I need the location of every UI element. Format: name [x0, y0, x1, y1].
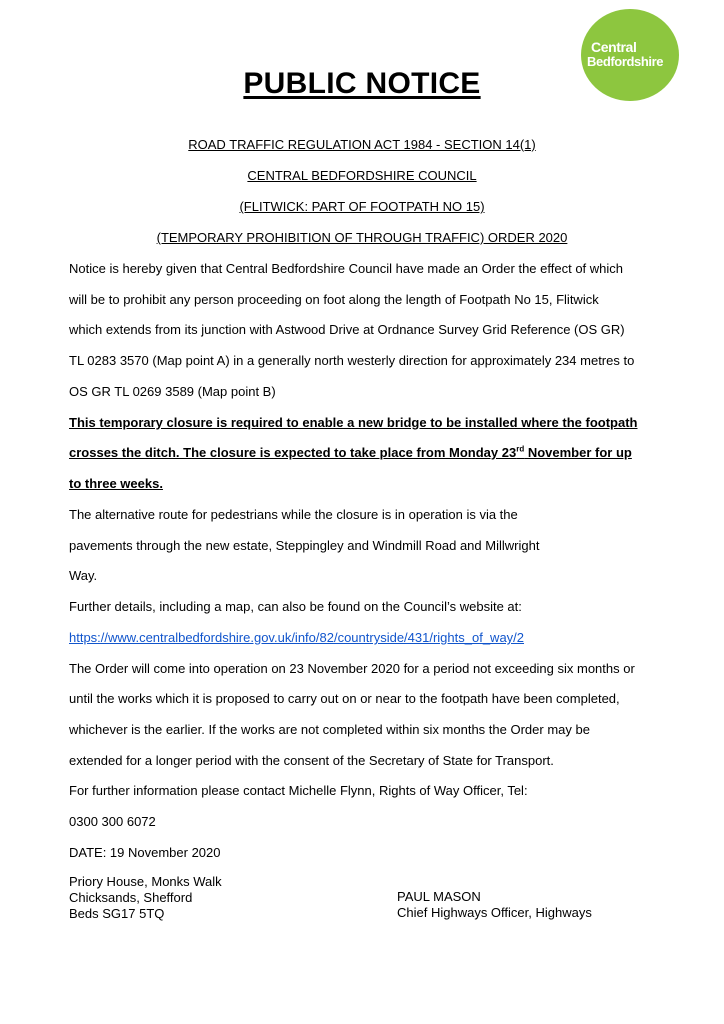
closure-line [69, 445, 632, 460]
alt-route-line: pavements through the new estate, Steppingley and Windmill Road and Millwright [69, 538, 540, 553]
logo-text-line2: Bedfordshire [587, 54, 664, 69]
council-heading: CENTRAL BEDFORDSHIRE COUNCIL [247, 168, 477, 183]
notice-line: Notice is hereby given that Central Bedfordshire Council have made an Order the effect of which [69, 261, 624, 276]
address-line: Chicksands, Shefford [69, 890, 193, 905]
signatory-role: Chief Highways Officer, Highways [397, 905, 592, 920]
act-heading: ROAD TRAFFIC REGULATION ACT 1984 - SECTION 14(1) [188, 137, 536, 152]
order-line: until the works which it is proposed to carry out on or near to the footpath have been completed, [69, 691, 620, 706]
closure-line: to three weeks. [69, 476, 163, 491]
logo-text-line1: Central [591, 39, 637, 55]
council-address [69, 874, 222, 922]
phone-number: 0300 300 6072 [69, 814, 156, 829]
website-link[interactable]: https://www.centralbedfordshire.gov.uk/info/82/countryside/431/rights_of_way/2 [69, 630, 525, 645]
footpath-heading: (FLITWICK: PART OF FOOTPATH NO 15) [239, 199, 485, 214]
order-heading: (TEMPORARY PROHIBITION OF THROUGH TRAFFIC) ORDER 2020 [156, 230, 568, 245]
order-line: extended for a longer period with the consent of the Secretary of State for Transport. [69, 753, 554, 768]
notice-line: will be to prohibit any person proceeding on foot along the length of Footpath No 15, Flitwick [69, 292, 599, 307]
further-details: Further details, including a map, can also be found on the Council’s website at: [69, 599, 522, 614]
closure-text: November for up [524, 445, 632, 460]
notice-date: DATE: 19 November 2020 [69, 845, 221, 860]
alt-route-line: Way. [69, 568, 98, 583]
ordinal-suffix: rd [516, 444, 525, 454]
order-line: The Order will come into operation on 23 November 2020 for a period not exceeding six months or [69, 661, 635, 676]
address-line: Priory House, Monks Walk [69, 874, 222, 889]
page-title: PUBLIC NOTICE [243, 67, 481, 100]
link-row [69, 630, 524, 645]
notice-line: which extends from its junction with Astwood Drive at Ordnance Survey Grid Reference (OS GR) [69, 322, 625, 337]
signatory-name: PAUL MASON [397, 889, 481, 904]
alt-route-line: The alternative route for pedestrians while the closure is in operation is via the [69, 507, 518, 522]
order-line: whichever is the earlier. If the works are not completed within six months the Order may be [69, 722, 590, 737]
closure-text: crosses the ditch. The closure is expected to take place from Monday 23 [69, 445, 517, 460]
address-line: Beds SG17 5TQ [69, 906, 165, 921]
notice-line: TL 0283 3570 (Map point A) in a generally north westerly direction for approximately 234 metres to [69, 353, 635, 368]
signatory [397, 889, 592, 921]
contact-line: For further information please contact Michelle Flynn, Rights of Way Officer, Tel: [69, 783, 528, 798]
closure-line: This temporary closure is required to enable a new bridge to be installed where the footpath [69, 415, 638, 430]
notice-line: OS GR TL 0269 3589 (Map point B) [69, 384, 276, 399]
